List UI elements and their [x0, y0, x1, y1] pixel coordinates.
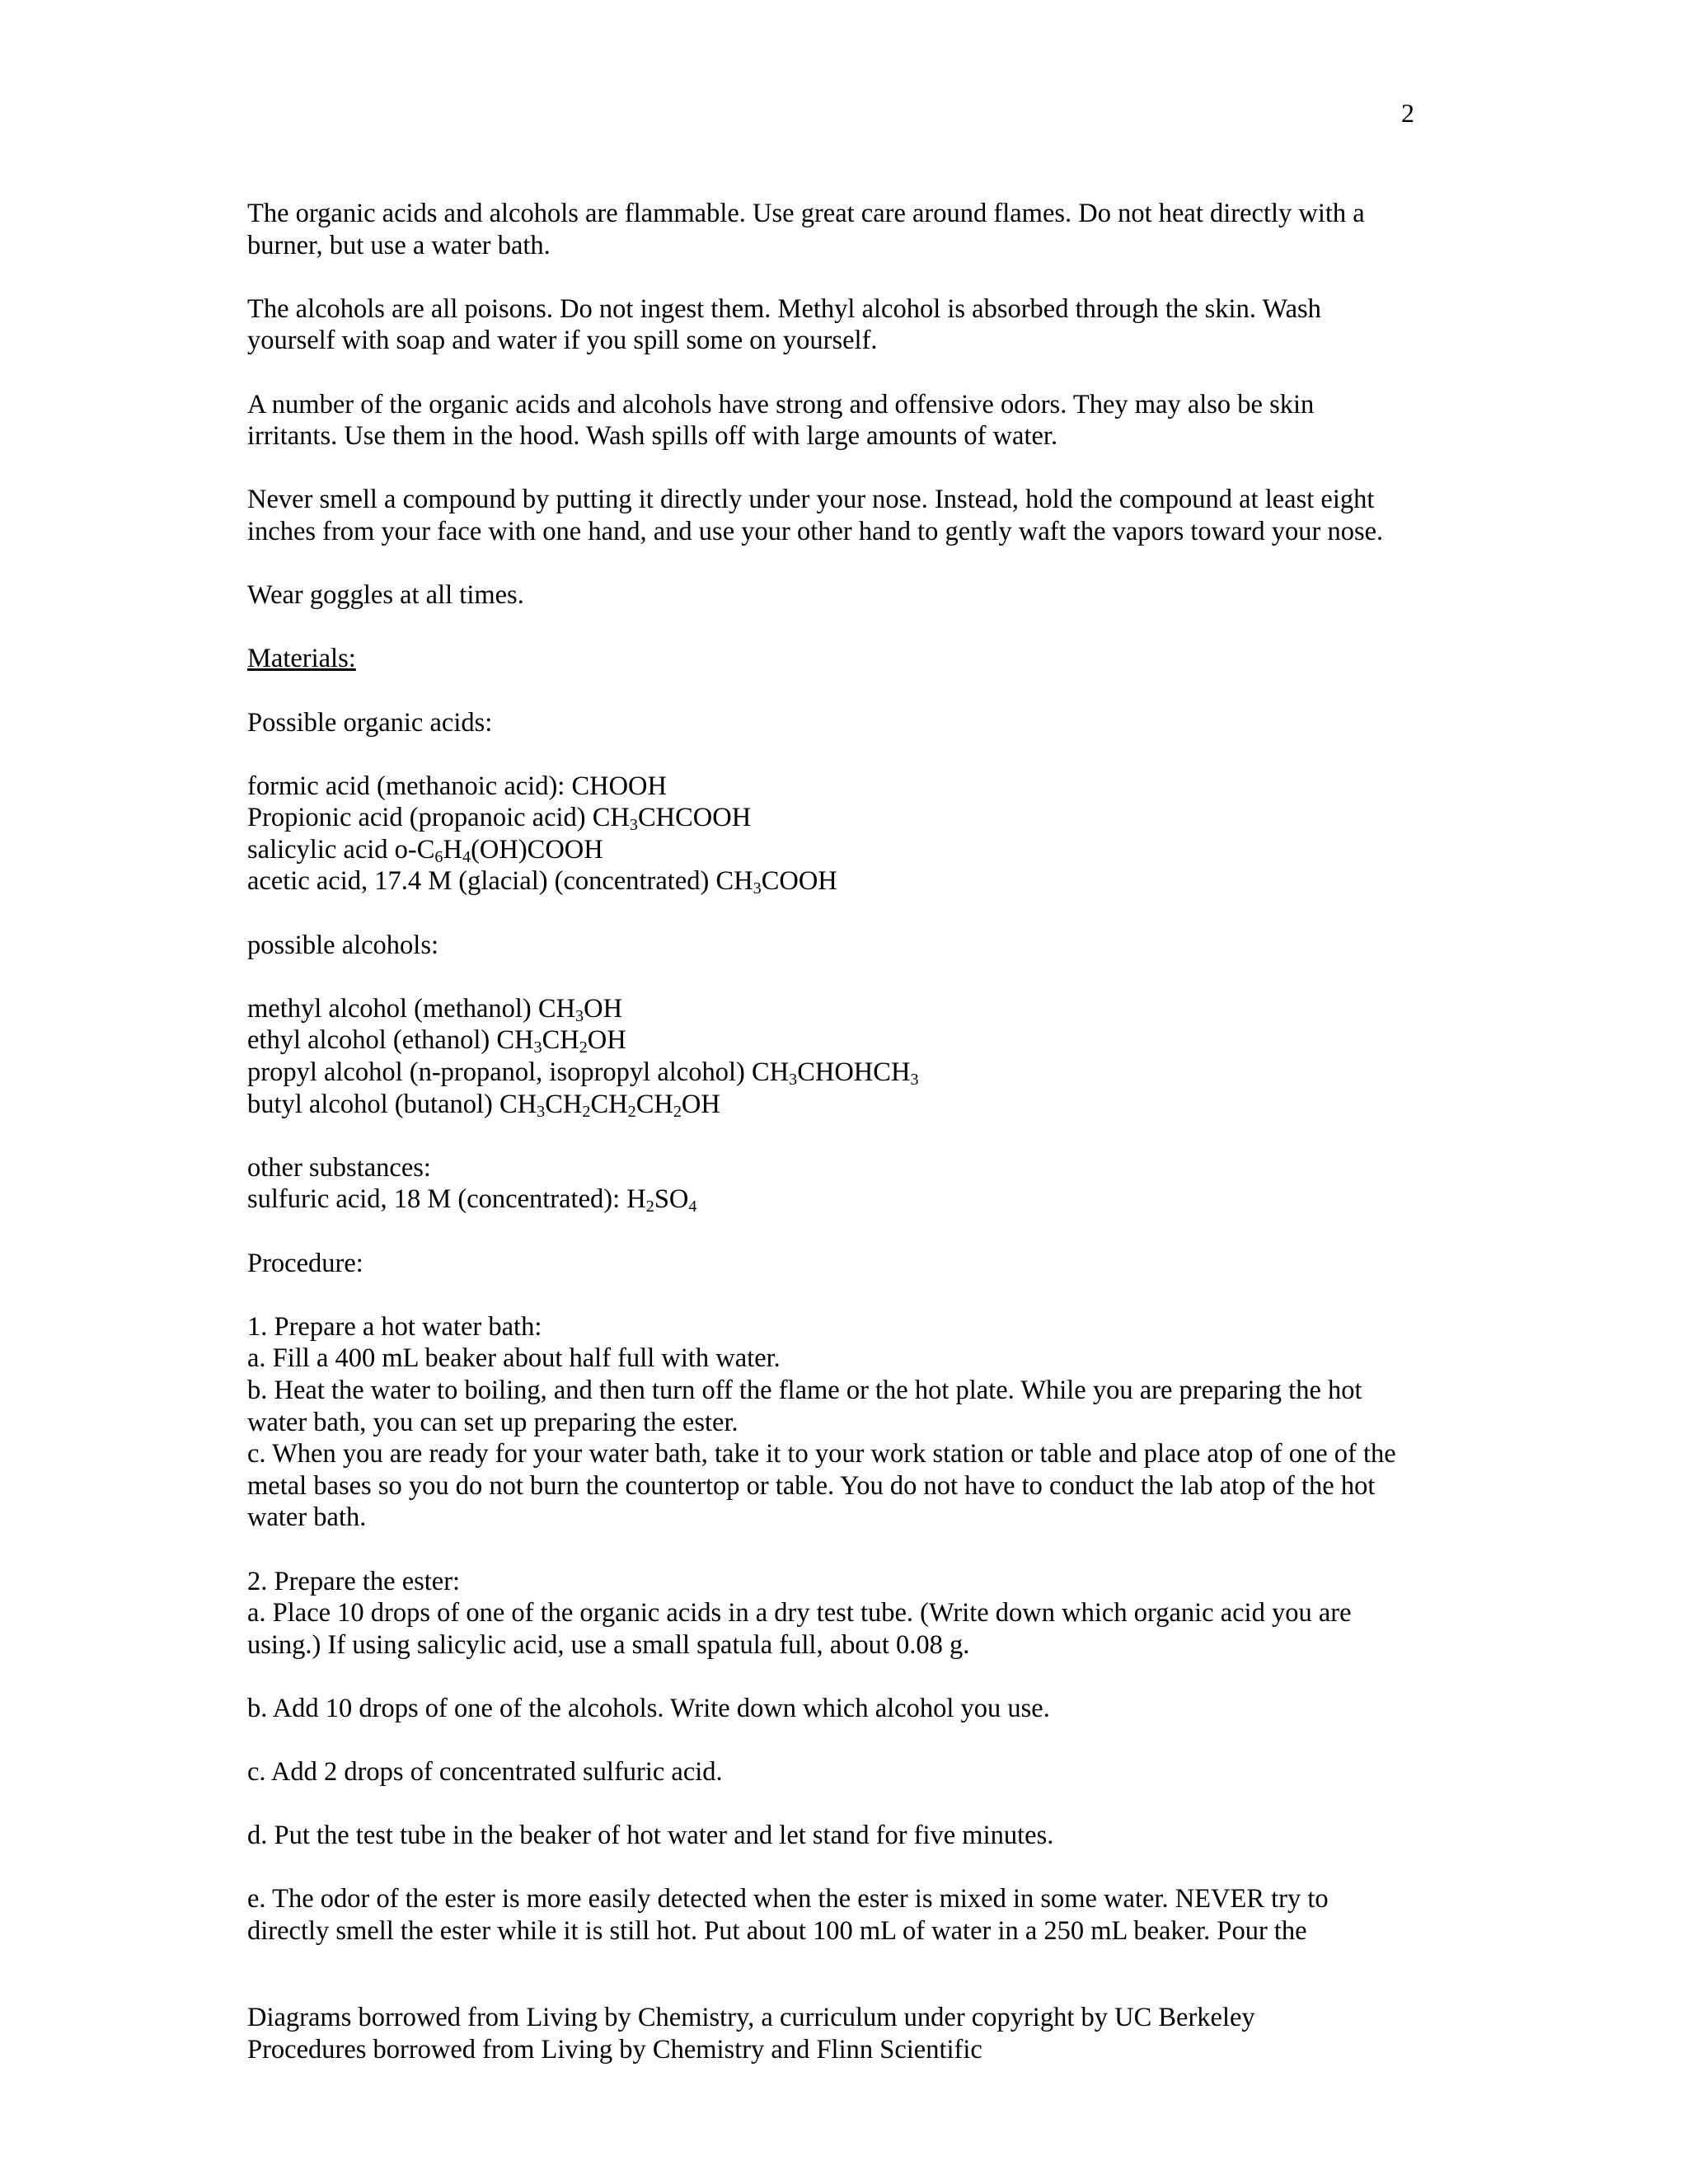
- alcohol-item-butyl: butyl alcohol (butanol) $CH_3CH_2CH_2CH_2OH$: [247, 1089, 720, 1121]
- procedure-step-2e: [247, 1883, 1451, 1947]
- acid-item-acetic: acetic acid, 17.4 M (glacial) (concentrated) $CH_3COOH$: [247, 866, 837, 898]
- alcohol-item-propyl: propyl alcohol (n-propanol, isopropyl alcohol) $CH_3CHOHCH_3$: [247, 1057, 919, 1090]
- procedure-step-2c: [247, 1756, 1451, 1788]
- text-line: inches from your face with one hand, and use your other hand to gently waft the vapors toward your nose.: [247, 516, 1384, 546]
- text-line: The organic acids and alcohols are flammable. Use great care around flames. Do not heat directly with a: [247, 199, 1365, 228]
- step-2e: directly smell the ester while it is still hot. Put about 100 mL of water in a 250 mL beaker. Pour the: [247, 1916, 1307, 1947]
- text-line: A number of the organic acids and alcohols have strong and offensive odors. They may also be skin: [247, 389, 1315, 419]
- step-1c: water bath.: [247, 1502, 367, 1533]
- step-title: 1. Prepare a hot water bath:: [247, 1311, 542, 1342]
- step-2a: a. Place 10 drops of one of the organic acids in a dry test tube. (Write down which organic acid you are: [247, 1598, 1352, 1629]
- subheading: possible alcohols:: [247, 930, 438, 960]
- alcohols-list: [247, 993, 1451, 1120]
- page-number: 2: [1401, 98, 1414, 128]
- alcohols-heading: [247, 930, 1451, 962]
- text-line: Wear goggles at all times.: [247, 580, 524, 611]
- materials-heading: [247, 643, 1451, 675]
- step-2a: using.) If using salicylic acid, use a small spatula full, about 0.08 g.: [247, 1629, 970, 1660]
- step-2b: b. Add 10 drops of one of the alcohols. Write down which alcohol you use.: [247, 1693, 1050, 1723]
- step-1b: b. Heat the water to boiling, and then turn off the flame or the hot plate. While you are preparing the hot: [247, 1375, 1362, 1405]
- odor-warning: [247, 389, 1451, 452]
- alcohol-item-ethyl: ethyl alcohol (ethanol) $CH_3CH_2OH$: [247, 1025, 626, 1057]
- step-2e: e. The odor of the ester is more easily detected when the ester is mixed in some water. NEVER try to: [247, 1884, 1329, 1915]
- procedure-step-2b: [247, 1693, 1451, 1725]
- text-line: burner, but use a water bath.: [247, 230, 551, 260]
- step-title: 2. Prepare the ester:: [247, 1566, 461, 1596]
- footer-line: Diagrams borrowed from Living by Chemistry, a curriculum under copyright by UC Berkeley: [247, 2003, 1255, 2032]
- procedure-step-2: [247, 1566, 1451, 1661]
- acids-list: [247, 771, 1451, 898]
- step-1b: water bath, you can set up preparing the ester.: [247, 1407, 738, 1437]
- smell-warning: [247, 484, 1451, 547]
- other-substances: [247, 1152, 1451, 1216]
- acid-item-propionic: Propionic acid (propanoic acid) $CH_3CHCOOH$: [247, 803, 752, 835]
- procedure-step-2d: [247, 1820, 1451, 1852]
- section-heading: Materials:: [247, 644, 356, 674]
- procedure-heading: [247, 1248, 1451, 1280]
- flammable-warning: [247, 198, 1451, 261]
- procedure-step-1: [247, 1311, 1451, 1534]
- subheading: Possible organic acids:: [247, 707, 493, 738]
- alcohol-item-methyl: methyl alcohol (methanol) $CH_3OH$: [247, 993, 623, 1025]
- text-line: The alcohols are all poisons. Do not ingest them. Methyl alcohol is absorbed through the skin. Wash: [247, 293, 1321, 324]
- step-2d: d. Put the test tube in the beaker of hot water and let stand for five minutes.: [247, 1821, 1054, 1851]
- step-1a: a. Fill a 400 mL beaker about half full with water.: [247, 1343, 781, 1374]
- goggles-warning: [247, 579, 1451, 612]
- acid-item-salicylic: salicylic acid $o-C_6H_4(OH)COOH$: [247, 834, 603, 866]
- text-line: Never smell a compound by putting it directly under your nose. Instead, hold the compound at least eight: [247, 485, 1375, 515]
- footer-line: Procedures borrowed from Living by Chemistry and Flinn Scientific: [247, 2034, 982, 2064]
- acids-heading: [247, 707, 1451, 739]
- step-2c: c. Add 2 drops of concentrated sulfuric acid.: [247, 1757, 723, 1788]
- subheading: other substances:: [247, 1152, 431, 1183]
- section-heading: Procedure:: [247, 1248, 363, 1278]
- text-line: yourself with soap and water if you spill some on yourself.: [247, 326, 878, 356]
- footer-credits: [247, 2002, 1451, 2065]
- other-item-sulfuric: sulfuric acid, 18 M (concentrated): $H_2SO_4$: [247, 1184, 697, 1216]
- poison-warning: [247, 293, 1451, 357]
- step-1c: c. When you are ready for your water bath, take it to your work station or table and place atop of one of the: [247, 1439, 1396, 1469]
- step-1c: metal bases so you do not burn the countertop or table. You do not have to conduct the lab atop of the hot: [247, 1470, 1376, 1501]
- document-body: [247, 198, 1451, 1979]
- text-line: irritants. Use them in the hood. Wash spills off with large amounts of water.: [247, 421, 1058, 452]
- acid-item-formic: formic acid (methanoic acid): CHOOH: [247, 771, 667, 801]
